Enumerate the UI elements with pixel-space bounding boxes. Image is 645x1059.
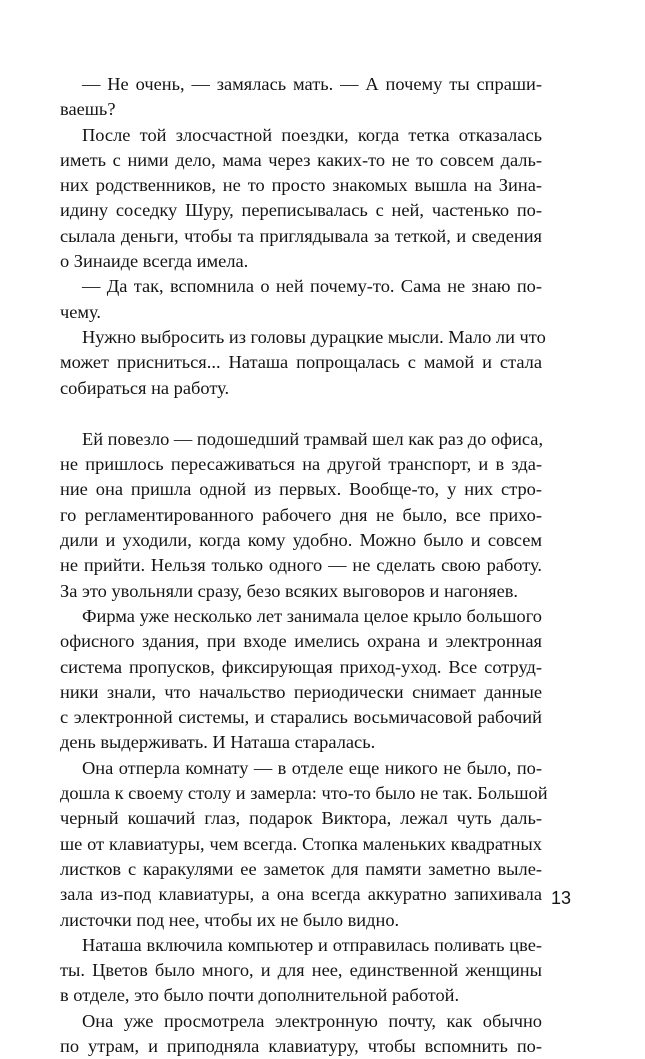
text-line: сылала деньги, чтобы та приглядывала за теткой, и сведения bbox=[60, 225, 542, 246]
page-number: 13 bbox=[551, 888, 572, 908]
text-line: собираться на работу. bbox=[60, 377, 230, 398]
text-line: — Не очень, — замялась мать. — А почему ты спраши- bbox=[82, 74, 542, 94]
text-line: дили и уходили, когда кому удобно. Можно было и совсем bbox=[60, 530, 542, 551]
text-line: с электронной системы, и старались восьмичасовой рабочий bbox=[60, 707, 542, 728]
text-line: Она уже просмотрела электронную почту, как обычно bbox=[82, 1010, 542, 1031]
text-line: о Зинаиде всегда имела. bbox=[60, 251, 249, 272]
text-line: Она отперла комнату — в отделе еще никого не было, по- bbox=[82, 757, 542, 778]
text-line: листочки под нее, чтобы их не было видно. bbox=[60, 909, 400, 930]
text-line: не пришлось пересаживаться на другой транспорт, и в зда- bbox=[60, 454, 542, 475]
text-line: Наташа включила компьютер и отправилась поливать цве- bbox=[82, 934, 542, 955]
text-line: них родственников, не то просто знакомых вышла на Зина- bbox=[60, 175, 542, 196]
body-text bbox=[60, 72, 548, 1059]
text-line: ше от клавиатуры, чем всегда. Стопка маленьких квадратных bbox=[60, 833, 542, 854]
text-line: зала из-под клавиатуры, а она всегда аккуратно запихивала bbox=[60, 884, 542, 905]
text-line: может присниться... Наташа попрощалась с мамой и стала bbox=[60, 352, 542, 373]
text-line: иметь с ними дело, мама через каких-то не то совсем даль- bbox=[60, 149, 542, 170]
text-line: После той злосчастной поездки, когда тетка отказалась bbox=[82, 124, 542, 145]
text-line: листков с каракулями ее заметок для памяти заметно выле- bbox=[60, 858, 542, 879]
text-line: ники знали, что начальство периодически снимает данные bbox=[60, 681, 542, 702]
text-line: по утрам, и приподняла клавиатуру, чтобы вспомнить по- bbox=[60, 1035, 542, 1056]
text-line: не прийти. Нельзя только одного — не сделать свою работу. bbox=[60, 555, 542, 576]
text-line: черный кошачий глаз, подарок Виктора, лежал чуть даль- bbox=[60, 808, 542, 829]
text-line: Нужно выбросить из головы дурацкие мысли. Мало ли что bbox=[82, 326, 546, 347]
text-line: ваешь? bbox=[60, 99, 116, 120]
text-line: ты. Цветов было много, и для нее, единственной женщины bbox=[60, 960, 542, 981]
text-line: офисного здания, при входе имелись охрана и электронная bbox=[60, 631, 542, 652]
text-line: За это увольняли сразу, безо всяких выговоров и нагоняев. bbox=[60, 580, 519, 601]
text-line: Ей повезло — подошедший трамвай шел как раз до офиса, bbox=[82, 428, 544, 449]
text-line: — Да так, вспомнила о ней почему-то. Сама не знаю по- bbox=[82, 276, 542, 297]
text-line: го регламентированного рабочего дня не было, все прихо- bbox=[60, 504, 542, 525]
text-line: ние она пришла одной из первых. Вообще-то, у них стро- bbox=[60, 479, 542, 500]
text-line: дошла к своему столу и замерла: что-то было не так. Большой bbox=[60, 783, 548, 804]
text-line: день выдерживать. И Наташа старалась. bbox=[60, 732, 376, 753]
text-line: в отделе, это было почти дополнительной работой. bbox=[60, 985, 460, 1006]
text-line: чему. bbox=[60, 301, 102, 322]
text-line: система пропусков, фиксирующая приход-уход. Все сотруд- bbox=[60, 656, 542, 677]
text-line: Фирма уже несколько лет занимала целое крыло большого bbox=[82, 605, 542, 626]
section-break bbox=[60, 401, 542, 427]
text-line: идину соседку Шуру, переписывалась с ней, частенько по- bbox=[60, 200, 542, 221]
